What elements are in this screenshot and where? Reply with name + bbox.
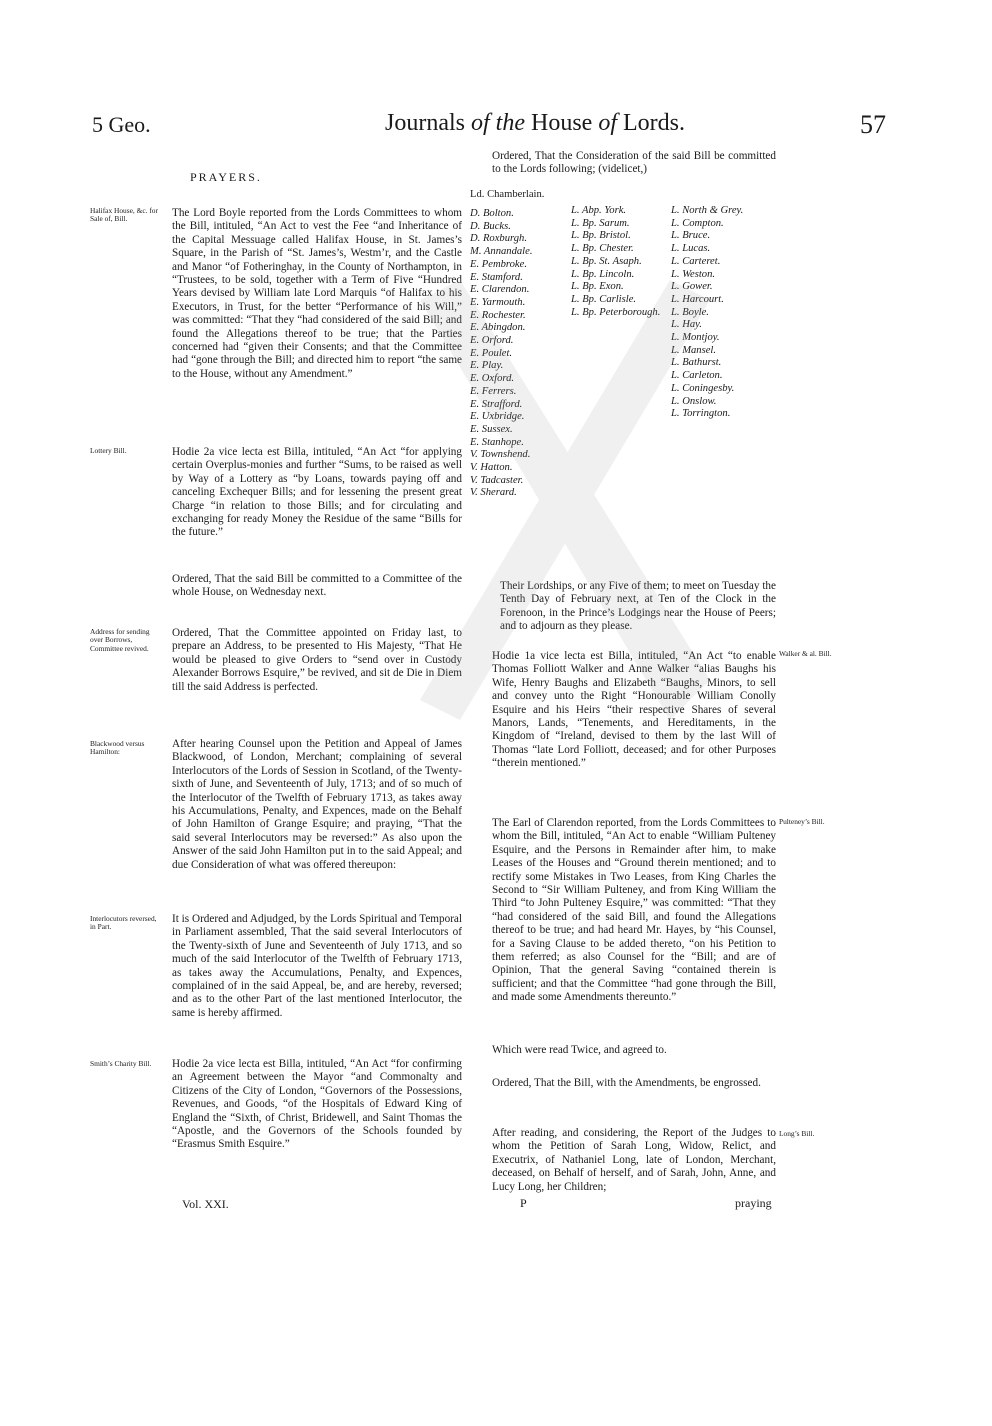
title-part: of: [598, 110, 617, 136]
lord-name: E. Sussex.: [470, 423, 513, 435]
meeting-paragraph: [500, 580, 776, 634]
lords-list-column-2: [571, 205, 660, 319]
lord-name: L. Bp. Peterborough.: [571, 306, 661, 318]
signature-mark: P: [520, 1196, 527, 1210]
lord-name: V. Townshend.: [470, 449, 531, 461]
lord-name: L. Bp. Chester.: [571, 243, 634, 255]
section-heading: PRAYERS.: [190, 170, 262, 184]
title-part: of: [471, 110, 490, 136]
lord-name: L. Abp. York.: [571, 205, 627, 216]
margin-note: Long’s Bill.: [779, 1129, 815, 1138]
lord-name: L. Carleton.: [671, 370, 723, 382]
entry-paragraph: [492, 1044, 776, 1057]
lord-name: E. Stamford.: [470, 271, 523, 283]
margin-note: Pulteney’s Bill.: [779, 817, 825, 826]
lord-name: E. Yarmouth.: [470, 296, 526, 308]
entry-text: Their Lordships, or any Five of them; to meet on Tuesday the Tenth Day of February next, at Ten of the Clock in the Forenoon, in the Prince’s Lodgings near the House of Peers; and to adjourn as they please.: [500, 580, 776, 633]
entry-paragraph: [172, 446, 462, 540]
lord-name: L. Mansel.: [671, 344, 717, 356]
entry-paragraph: [172, 627, 462, 694]
lord-name: L. Bp. Lincoln.: [571, 268, 635, 280]
lord-name: L. Bruce.: [671, 230, 711, 242]
lord-name: L. North & Grey.: [671, 205, 744, 216]
entry-paragraph: [172, 738, 462, 872]
lord-name: L. Gower.: [671, 281, 713, 293]
lord-name: L. Carteret.: [671, 255, 721, 267]
margin-note: Interlocutors reversed, in Part.: [90, 914, 157, 932]
entry-paragraph: [492, 1127, 776, 1194]
catchword: praying: [735, 1196, 772, 1210]
entry-text: Ordered, That the said Bill be committed to a Committee of the whole House, on Wednesday next.: [172, 573, 462, 599]
lord-name: L. Torrington.: [671, 408, 731, 420]
lord-name: L. Onslow.: [671, 395, 717, 407]
lords-list-column-3: [671, 205, 743, 421]
lord-name: L. Coningesby.: [671, 382, 735, 394]
entry-paragraph: [172, 207, 462, 381]
entry-text: After hearing Counsel upon the Petition and Appeal of James Blackwood, of London, Merchant; complaining of several Interlocutors of the Lords of Session in Scotland, of the Twenty-sixth of June, and Seventeenth of July, 1713; and of so much of the Interlocutor of the Twelfth of February 1713, as takes away his Accumulations, Penalty, and Expences, made on the Behalf of John Hamilton of Grange Esquire; and praying, “That the said several Interlocutors may be reversed:” As also upon the Answer of the said John Hamilton put in to the said Appeal; and due Consideration of what was offered thereupon:: [172, 738, 462, 871]
lord-name: L. Bp. Exon.: [571, 281, 624, 293]
lord-name: E. Rochester.: [470, 309, 526, 321]
lord-name: E. Oxford.: [470, 373, 515, 385]
title-part: Journals: [385, 110, 471, 136]
lord-name: V. Sherard.: [470, 487, 517, 499]
lord-name: L. Weston.: [671, 268, 716, 280]
lord-name: E. Clarendon.: [470, 284, 530, 296]
entry-paragraph: [492, 817, 776, 1005]
margin-note: Walker & al. Bill.: [779, 649, 832, 658]
lords-list-column-1: [470, 208, 532, 500]
lord-name: E. Ferrers.: [470, 385, 517, 397]
lord-name: L. Bp. Bristol.: [571, 230, 631, 242]
title-part: the: [495, 110, 525, 136]
entry-text: Hodie 2a vice lecta est Billa, intituled, “An Act “for confirming an Agreement between the Mayor “and Commonalty and Citizens of the City of London, “Governors of the Possessions, Revenues, and Goods, “of the Hospitals of Edward King of England the “Sixth, of Christ, Bridewell, and Saint Thomas the “Apostle, and the Governors of the Schools founded by “Erasmus Smith Esquire.”: [172, 1058, 462, 1151]
margin-note: Smith’s Charity Bill.: [90, 1059, 152, 1068]
entry-text: Ordered, That the Consideration of the said Bill be committed to the Lords following; (videlicet,): [492, 150, 776, 176]
lord-name: L. Boyle.: [671, 306, 709, 318]
page-number: 57: [860, 110, 886, 139]
lord-name: L. Hay.: [671, 319, 702, 331]
lord-name: E. Stanhope.: [470, 436, 524, 448]
lord-name: L. Lucas.: [671, 243, 711, 255]
entry-text: The Lord Boyle reported from the Lords Committees to whom the Bill, intituled, “An Act to vest the Fee “and Inheritance of the Capital Messuage called Halifax House, in St. James’s Square, in the Parish of “St. James’s, Westm’r, and the Castle and Manor “of Fotheringhay, in the County of Northampton, in “Trustees, to be sold, together with a Term of Five “Hundred Years devised by William late Lord Marquis “of Halifax to his Executors, in Trust, for the better “Performance of his Will,” was committed: “That they “had considered of the said Bill; and found the Allegations thereof to be true; that the Parties concerned had “given their Consents; and that the Committee had “gone through the Bill; and directed him to report “the same to the House, without any Amendment.”: [172, 207, 462, 380]
entry-text: After reading, and considering, the Report of the Judges to whom the Petition of Sarah Long, Widow, Relict, and Executrix, of Nathaniel Long, late of London, Merchant, deceased, on Behalf of herself, and of Sarah, John, Anne, and Lucy Long, her Children;: [492, 1127, 776, 1193]
lord-name: Ld. Chamberlain.: [470, 189, 545, 200]
lord-name: L. Harcourt.: [671, 293, 724, 305]
title-part: House: [525, 110, 599, 136]
lord-name: D. Bucks.: [470, 220, 511, 232]
lord-name: E. Pembroke.: [470, 258, 527, 270]
lord-name: V. Hatton.: [470, 462, 513, 474]
lord-name: D. Bolton.: [470, 208, 514, 219]
margin-note: Lottery Bill.: [90, 446, 127, 455]
lord-name: L. Montjoy.: [671, 332, 720, 344]
lord-name: E. Poulet.: [470, 347, 513, 359]
committee-intro: [492, 150, 776, 177]
regnal-year: 5 Geo.: [92, 112, 151, 137]
lord-name: L. Bathurst.: [671, 357, 722, 369]
entry-text: The Earl of Clarendon reported, from the Lords Committees to whom the Bill, intituled, “An Act to enable “William Pulteney Esquire, and the Persons in Remainder after him, to make Leases of the Houses and “Ground therein mentioned; and to rectify some Mistakes in Two Leases, from King Charles the Second to “Sir William Pulteney, and from King William the Third “to John Pulteney Esquire,” was committed: “That they “had considered of the said Bill, and found the Allegations thereof to be true; and had heard Mr. Hayes, by “his Counsel, for a Saving Clause to be added thereto, “on his Petition to them referred; as also Counsel for the “Bill; and are of Opinion, That the general Saving “contained therein is sufficient; and that the Committee “had gone through the Bill, and made some Amendments thereunto.”: [492, 817, 776, 1004]
entry-paragraph: [172, 913, 462, 1020]
lord-name: D. Roxburgh.: [470, 233, 527, 245]
lord-name: L. Compton.: [671, 217, 724, 229]
margin-note: Blackwood versus Hamilton:: [90, 739, 145, 757]
lord-name: V. Tadcaster.: [470, 474, 524, 486]
lord-name: M. Annandale.: [470, 246, 533, 258]
entry-text: Ordered, That the Committee appointed on Friday last, to prepare an Address, to be presented to His Majesty, “That He would be pleased to give Orders to “send over in Custody Alexander Borrows Esquire,” be revived, and sit de Die in Diem till the said Address is perfected.: [172, 627, 462, 693]
entry-paragraph: [172, 573, 462, 600]
entry-text: Ordered, That the Bill, with the Amendments, be engrossed.: [492, 1077, 761, 1089]
page-title: [315, 110, 755, 137]
entry-text: It is Ordered and Adjudged, by the Lords Spiritual and Temporal in Parliament assembled, That the said several Interlocutors of the Twenty-sixth of June and Seventeenth of July 1713, and so much of the said Interlocutor of the Twelfth of February 1713, as takes away the Accumulations, Penalty, and Expences, complained of in the said Appeal, be, and are hereby, reversed; and as to the other Part of the last mentioned Interlocutor, the same is hereby affirmed.: [172, 913, 462, 1019]
lord-name: L. Bp. Carlisle.: [571, 293, 637, 305]
lord-name: L. Bp. Sarum.: [571, 217, 630, 229]
margin-note: Address for sending over Borrows, Committee revived.: [90, 627, 150, 653]
lord-name: E. Play.: [470, 360, 504, 372]
entry-paragraph: [172, 1058, 462, 1152]
entry-paragraph: [492, 650, 776, 771]
lord-name: L. Bp. St. Asaph.: [571, 255, 642, 267]
entry-paragraph: [492, 1077, 776, 1090]
entry-text: Which were read Twice, and agreed to.: [492, 1044, 667, 1056]
title-part: Lords.: [617, 110, 685, 136]
lord-name: E. Strafford.: [470, 398, 523, 410]
margin-note: Halifax House, &c. for Sale of, Bill.: [90, 206, 158, 224]
volume-footer: Vol. XXI.: [182, 1197, 229, 1211]
lord-name: E. Uxbridge.: [470, 411, 525, 423]
entry-text: Hodie 2a vice lecta est Billa, intituled, “An Act “for applying certain Overplus-monies and further “Sums, to be raised as well by Way of a Lottery as “by Loans, towards paying off and canceling Exchequer Bills; and for lessening the present great Charge “in relation to those Bills; and for circulating and exchanging for ready Money the Residue of the same “Bills for the future.”: [172, 446, 462, 539]
entry-text: Hodie 1a vice lecta est Billa, intituled, “An Act “to enable Thomas Folliott Walker and Anne Walker “alias Baughs his Wife, Henry Baughs and Elizabeth “Baughs, Minors, to sell and convey unto the Right “Honourable William Conolly Esquire and his Heirs “their respective Shares of several Manors, Lands, “Tenements, and Hereditaments, in the Kingdom of “Ireland, devised to them by the last Will of Thomas “late Lord Folliott, deceased; and for other Purposes “therein mentioned.”: [492, 650, 776, 770]
lord-name: E. Abingdon.: [470, 322, 526, 334]
lord-name: E. Orford.: [470, 335, 514, 347]
